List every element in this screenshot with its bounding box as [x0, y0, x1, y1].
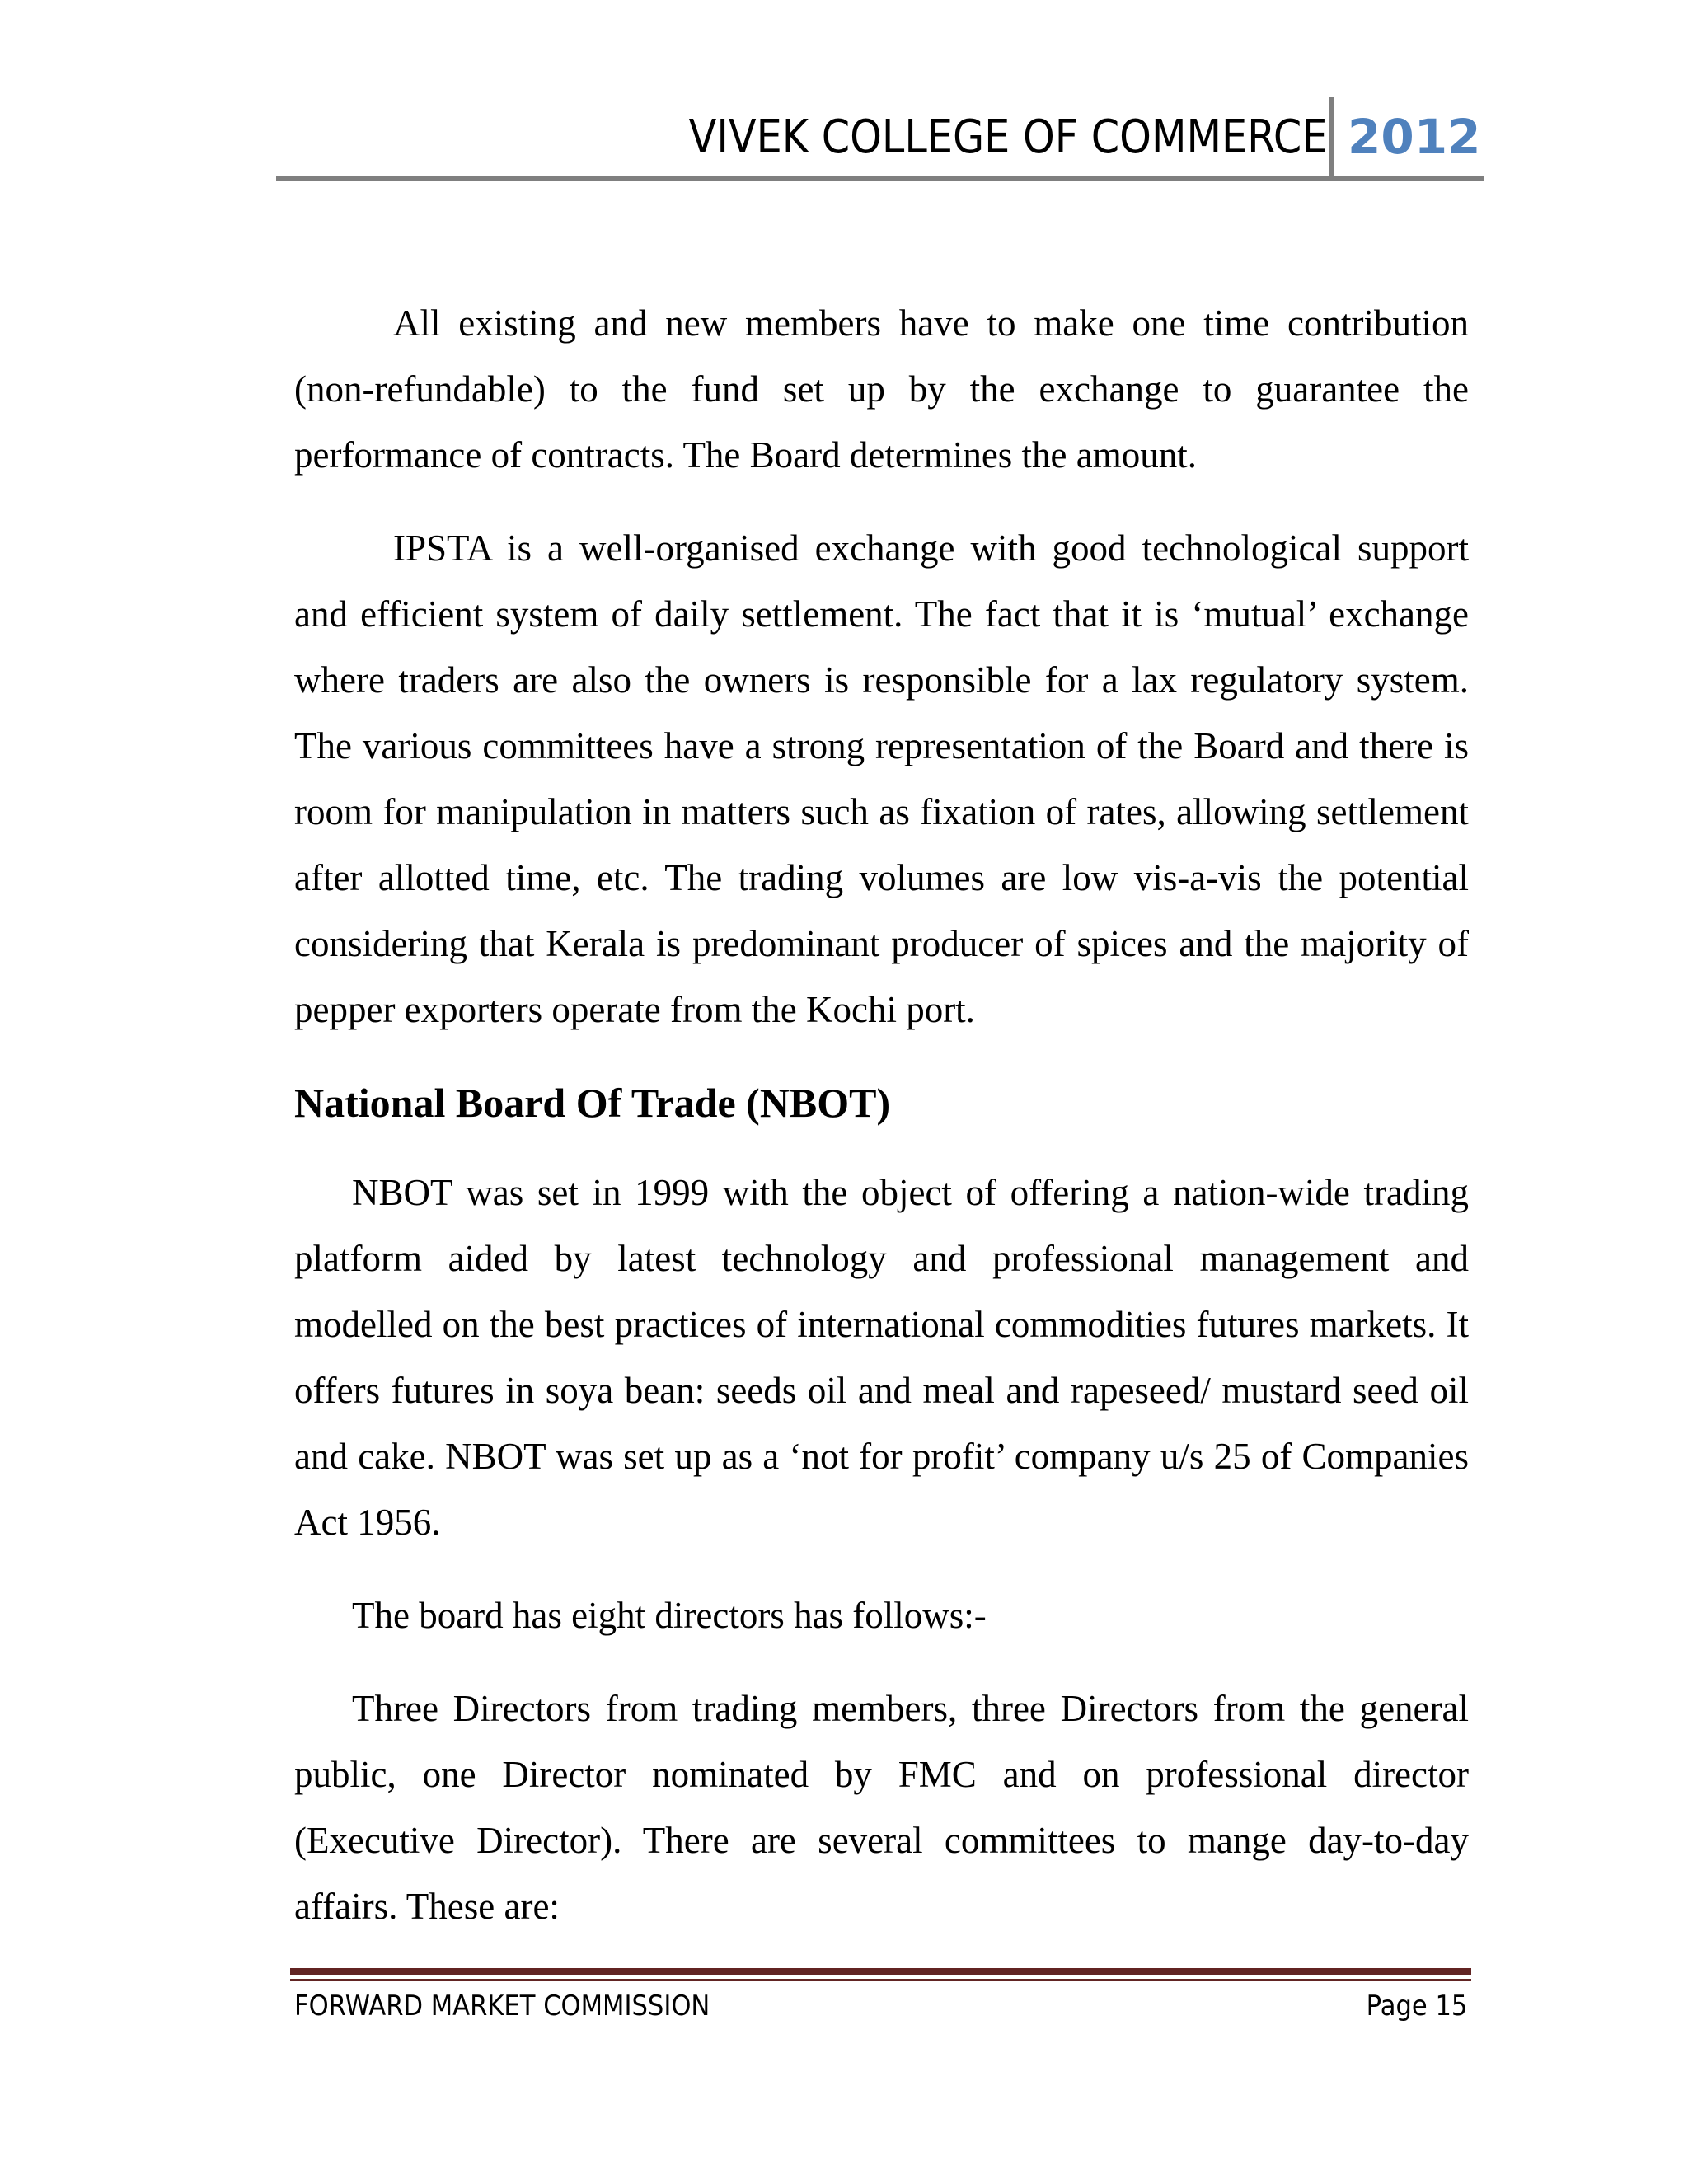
header-year: 2012	[1348, 109, 1481, 165]
paragraph-contribution: All existing and new members have to make one time contribution (non-refundable) to the fund set up by the exchange to guarantee the performance of contracts. The Board determines the amount.	[294, 302, 1469, 476]
footer-title: FORWARD MARKET COMMISSION	[294, 1990, 710, 2022]
page-number: Page 15	[1366, 1990, 1467, 2022]
paragraph-board-directors: The board has eight directors has follows:-	[352, 1595, 987, 1636]
header-rule	[276, 176, 1484, 181]
paragraph-directors-detail: Three Directors from trading members, three Directors from the general public, one Director nominated by FMC and on professional director (Executive Director). There are several committees to mange day-to-day affairs. These are:	[294, 1688, 1469, 1927]
footer-rule-thick	[290, 1968, 1471, 1975]
page-body	[294, 290, 1469, 1966]
footer-rule-thin	[290, 1979, 1471, 1981]
header-divider	[1329, 97, 1334, 178]
paragraph-nbot: NBOT was set in 1999 with the object of offering a nation-wide trading platform aided by latest technology and professional management and modelled on the best practices of international commodities futures markets. It offers futures in soya bean: seeds oil and meal and rapeseed/ mustard seed oil and cake. NBOT was set up as a ‘not for profit’ company u/s 25 of Companies Act 1956.	[294, 1172, 1469, 1543]
page-header	[276, 97, 1484, 183]
header-title: VIVEK COLLEGE OF COMMERCE	[688, 110, 1327, 164]
section-heading-nbot: National Board Of Trade (NBOT)	[294, 1080, 891, 1126]
paragraph-ipsta: IPSTA is a well-organised exchange with good technological support and efficient system of daily settlement. The fact that it is ‘mutual’ exchange where traders are also the owners is responsible for a lax regulatory system. The various committees have a strong representation of the Board and there is room for manipulation in matters such as fixation of rates, allowing settlement after allotted time, etc. The trading volumes are low vis-a-vis the potential considering that Kerala is predominant producer of spices and the majority of pepper exporters operate from the Kochi port.	[294, 527, 1469, 1030]
